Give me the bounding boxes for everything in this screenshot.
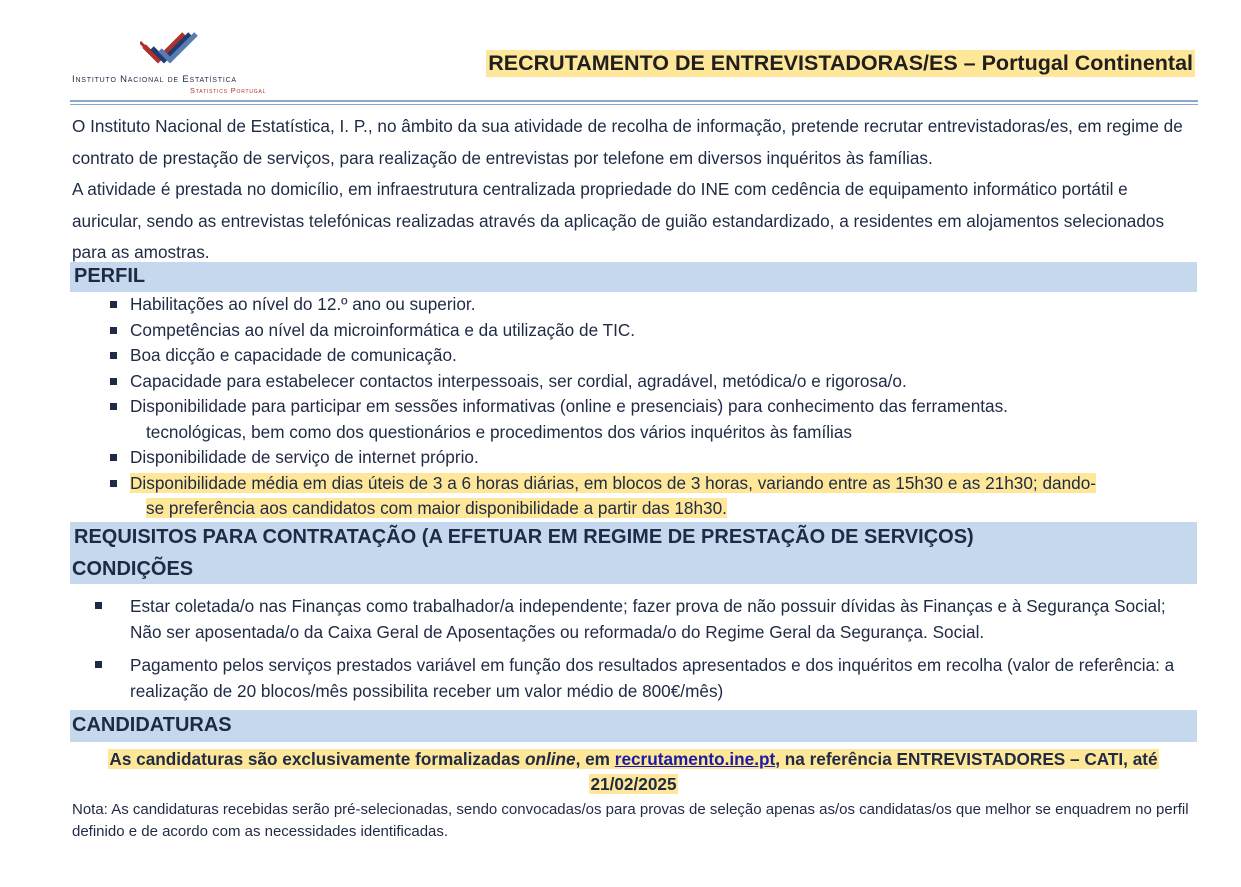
- list-item: Habilitações ao nível do 12.º ano ou superior.: [110, 292, 1195, 318]
- bullet-icon: [110, 378, 117, 385]
- perfil-list: [110, 292, 1195, 522]
- intro-text: [72, 111, 1196, 269]
- header-divider: [70, 100, 1198, 102]
- bullet-icon: [95, 602, 102, 609]
- list-item: Competências ao nível da microinformática e da utilização de TIC.: [110, 318, 1195, 344]
- bullet-icon: [110, 403, 117, 410]
- header-divider-thin: [70, 104, 1198, 105]
- list-item: Disponibilidade para participar em sessões informativas (online e presenciais) para conhecimento das ferramentas. tecnológicas, bem como dos questionários e procedimentos dos vários inquéritos às famílias: [110, 394, 1195, 445]
- ine-logo-icon: [140, 30, 204, 70]
- bullet-icon: [110, 352, 117, 359]
- list-item: Disponibilidade de serviço de internet próprio.: [110, 445, 1195, 471]
- condicoes-list: [92, 594, 1192, 712]
- list-item: Boa dicção e capacidade de comunicação.: [110, 343, 1195, 369]
- list-item: Estar coletada/o nas Finanças como trabalhador/a independente; fazer prova de não possuir dívidas às Finanças e à Segurança Social; Não ser aposentada/o da Caixa Geral de Aposentações ou reformada/o do Regime Geral da Segurança. Social.: [92, 594, 1192, 645]
- intro-paragraph-2: A atividade é prestada no domicílio, em infraestrutura centralizada propriedade do INE com cedência de equipamento informático portátil e auricular, sendo as entrevistas telefónicas realizadas através da aplicação de guião estandardizado, a residentes em alojamentos selecionados para as amostras.: [72, 179, 1165, 262]
- page-title: RECRUTAMENTO DE ENTREVISTADORAS/ES – Portugal Continental: [488, 51, 1193, 75]
- org-name: Instituto Nacional de Estatística: [72, 74, 237, 85]
- list-item: Capacidade para estabelecer contactos interpessoais, ser cordial, agradável, metódica/o e rigorosa/o.: [110, 369, 1195, 395]
- bullet-icon: [110, 327, 117, 334]
- section-condicoes-heading: CONDIÇÕES: [72, 558, 194, 580]
- org-subtitle: Statistics Portugal: [190, 86, 267, 95]
- bullet-icon: [110, 301, 117, 308]
- list-item-highlighted: Disponibilidade média em dias úteis de 3 a 6 horas diárias, em blocos de 3 horas, variando entre as 15h30 e as 21h30; dando- se preferência aos candidatos com maior disponibilidade a partir das 18h30.: [110, 471, 1195, 522]
- section-candidaturas-heading: CANDIDATURAS: [70, 710, 1197, 742]
- ine-logo: [72, 30, 272, 98]
- bullet-icon: [110, 480, 117, 487]
- note-text: Nota: As candidaturas recebidas serão pré-selecionadas, sendo convocadas/os para provas de seleção apenas as/os candidatas/os que melhor se enquadrem no perfil definido e de acordo com as necessidades identificadas.: [72, 801, 1189, 840]
- bullet-icon: [95, 661, 102, 668]
- intro-paragraph-1: O Instituto Nacional de Estatística, I. P., no âmbito da sua atividade de recolha de informação, pretende recrutar entrevistadoras/es, em regime de contrato de prestação de serviços, para realização de entrevistas por telefone em diversos inquéritos às famílias.: [72, 116, 1183, 168]
- list-item: Pagamento pelos serviços prestados variável em função dos resultados apresentados e dos inquéritos em recolha (valor de referência: a realização de 20 blocos/mês possibilita receber um valor médio de 800€/mês): [92, 653, 1192, 704]
- section-perfil-heading: PERFIL: [70, 262, 1197, 292]
- deadline-date: 21/02/2025: [590, 774, 677, 794]
- section-requisitos-heading: REQUISITOS PARA CONTRATAÇÃO (A EFETUAR EM REGIME DE PRESTAÇÃO DE SERVIÇOS) CONDIÇÕES: [70, 522, 1197, 584]
- bullet-icon: [110, 454, 117, 461]
- recrutamento-link[interactable]: recrutamento.ine.pt: [614, 749, 776, 769]
- candidaturas-text: As candidaturas são exclusivamente formalizadas online, em recrutamento.ine.pt, na referência ENTREVISTADORES – CATI, até 21/02/2025: [109, 749, 1158, 794]
